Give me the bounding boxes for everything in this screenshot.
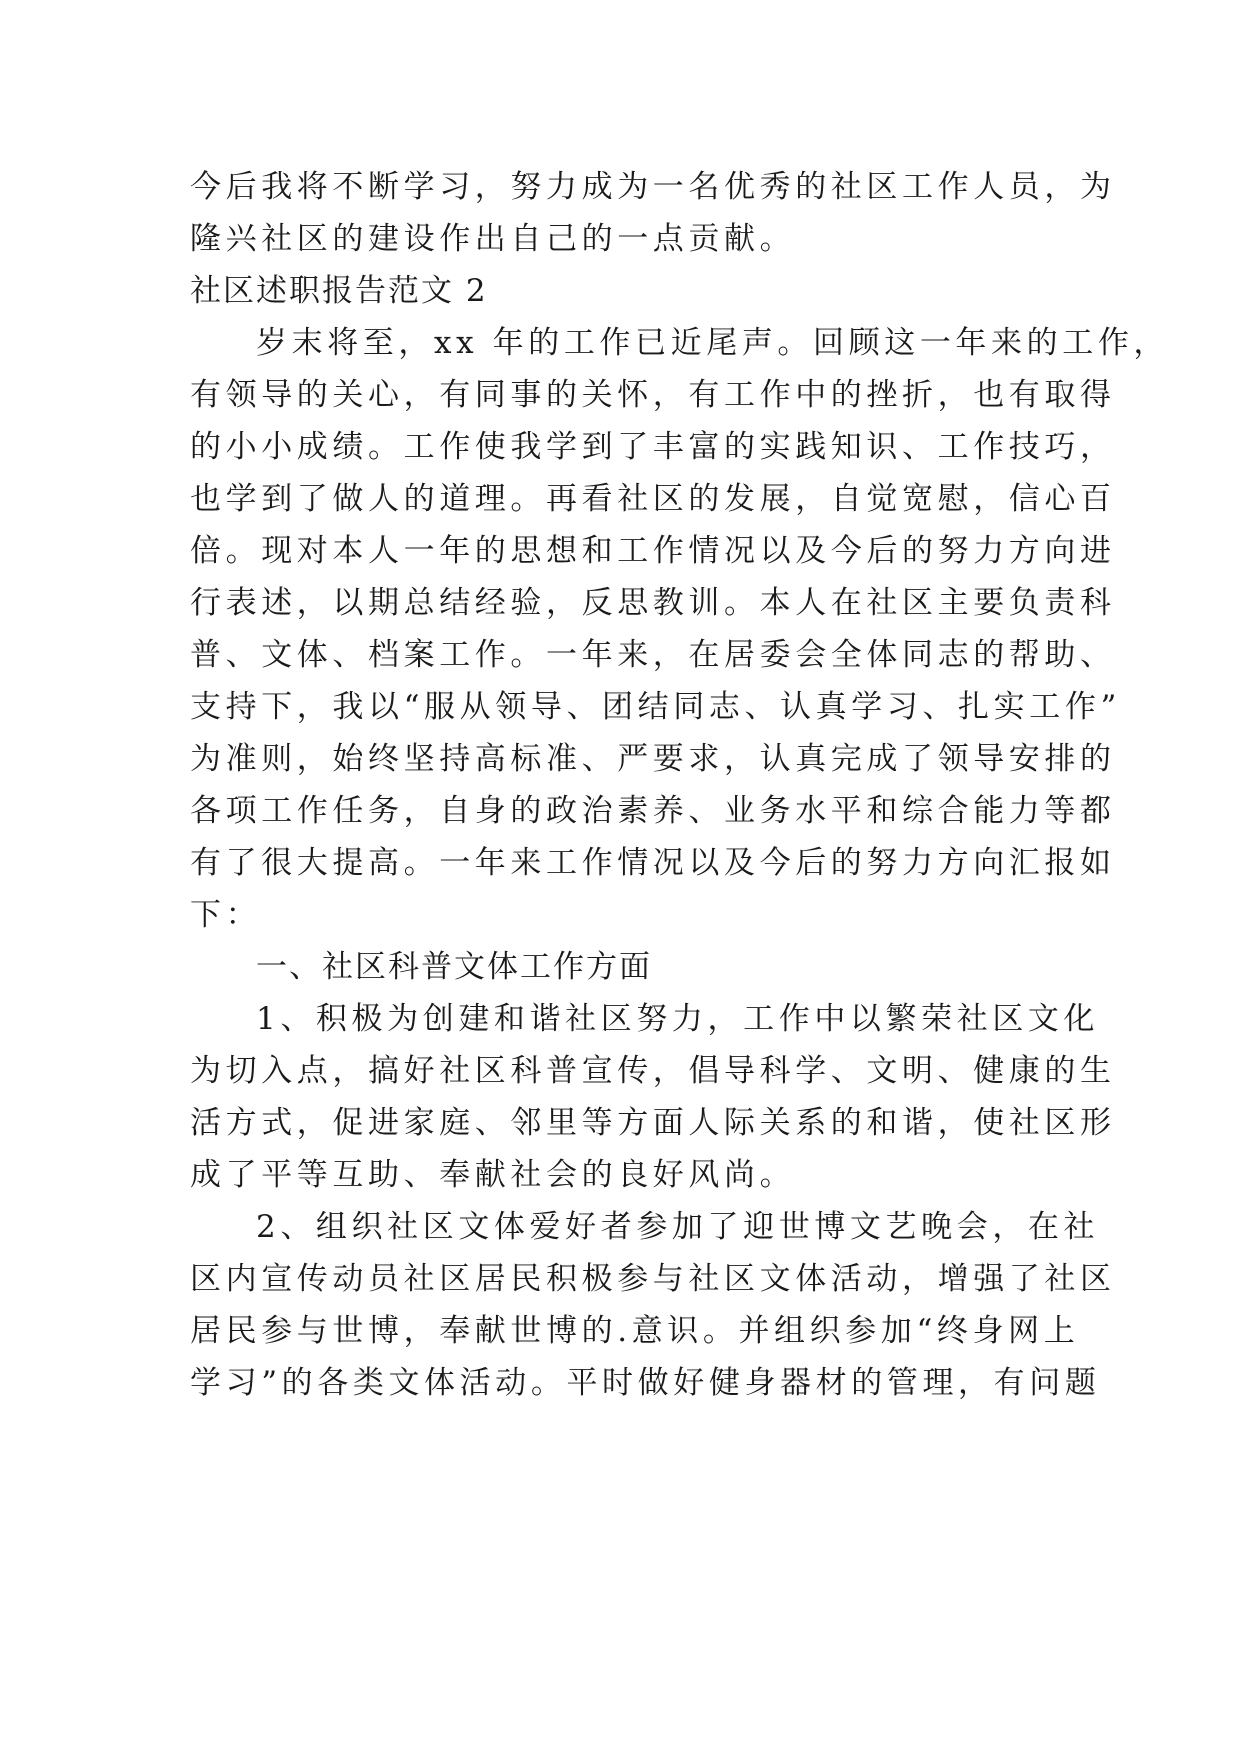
text-line-4: 岁末将至，xx 年的工作已近尾声。回顾这一年来的工作， <box>256 325 1170 361</box>
text-line-17: 1、积极为创建和谐社区努力，工作中以繁荣社区文化 <box>256 1001 1100 1037</box>
text-line-5: 有领导的关心，有同事的关怀，有工作中的挫折，也有取得 <box>190 377 1116 413</box>
text-line-11: 支持下，我以“服从领导、团结同志、认真学习、扎实工作” <box>190 689 1121 725</box>
text-line-10: 普、文体、档案工作。一年来，在居委会全体同志的帮助、 <box>190 637 1116 673</box>
text-line-19: 活方式，促进家庭、邻里等方面人际关系的和谐，使社区形 <box>190 1105 1116 1141</box>
text-line-21: 2、组织社区文体爱好者参加了迎世博文艺晚会，在社 <box>256 1209 1100 1245</box>
text-line-9: 行表述，以期总结经验，反思教训。本人在社区主要负责科 <box>190 585 1116 621</box>
text-line-2: 隆兴社区的建设作出自己的一点贡献。 <box>190 221 796 257</box>
text-line-23: 居民参与世博，奉献世博的.意识。并组织参加“终身网上 <box>190 1313 1080 1349</box>
text-line-6: 的小小成绩。工作使我学到了丰富的实践知识、工作技巧， <box>190 429 1116 465</box>
text-line-7: 也学到了做人的道理。再看社区的发展，自觉宽慰，信心百 <box>190 481 1116 517</box>
text-line-8: 倍。现对本人一年的思想和工作情况以及今后的努力方向进 <box>190 533 1116 569</box>
text-line-14: 有了很大提高。一年来工作情况以及今后的努力方向汇报如 <box>190 845 1116 881</box>
text-line-20: 成了平等互助、奉献社会的良好风尚。 <box>190 1157 796 1193</box>
text-line-22: 区内宣传动员社区居民积极参与社区文体活动，增强了社区 <box>190 1261 1116 1297</box>
text-line-18: 为切入点，搞好社区科普宣传，倡导科学、文明、健康的生 <box>190 1053 1116 1089</box>
text-line-12: 为准则，始终坚持高标准、严要求，认真完成了领导安排的 <box>190 741 1116 777</box>
subsection-title: 一、社区科普文体工作方面 <box>256 949 652 985</box>
text-line-13: 各项工作任务，自身的政治素养、业务水平和综合能力等都 <box>190 793 1116 829</box>
section-title: 社区述职报告范文 2 <box>190 273 488 309</box>
text-line-24: 学习”的各类文体活动。平时做好健身器材的管理，有问题 <box>190 1365 1101 1401</box>
text-line-1: 今后我将不断学习，努力成为一名优秀的社区工作人员，为 <box>190 169 1116 205</box>
text-line-15: 下： <box>190 897 262 933</box>
